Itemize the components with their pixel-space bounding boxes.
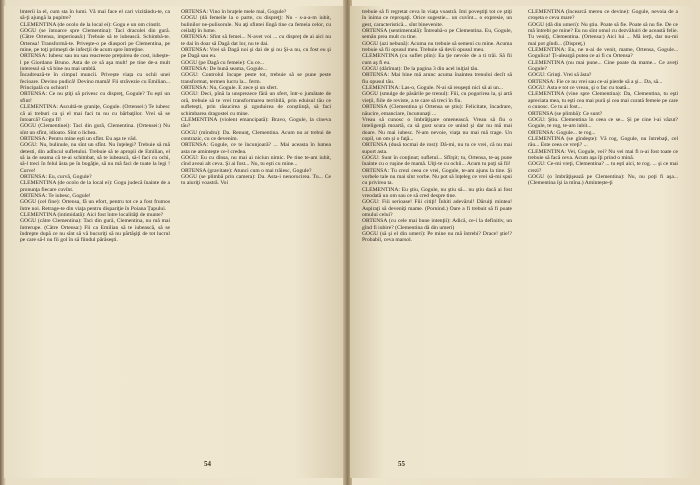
dialogue-line: CLEMENTINA (încearcă mereu ce devine): Gogule, nevoia de a croşeta e ceva mare?	[528, 9, 678, 22]
dialogue-line: GOGU: Fiii serioase! Fiii citiţi! Înhiti adevărul! Dăruiţi mintea! Aspiraţi să deveniţi mame. (Pornind.) Oare a fi trebuit să fi poate omului celui?	[362, 199, 512, 218]
dialogue-line: CLEMENTINA: Eu, ne n-ai de venit, mame, Ortensa, Gogule... Gogulica! Ți-aleargă putea ce ai fi cu Ortensa?	[528, 47, 678, 60]
dialogue-line: CLEMENTINA (nu mai pune... Cine poate da mame... Ce aveţi Gogule?	[528, 59, 678, 73]
dialogue-line: GOGU (o îmbrăţişează pe Clementina): Nu, nu poţi fi aşa... (Clementina îşi ia mîna.) Amintește-ţi	[528, 173, 678, 187]
dialogue-line: ORTENSA: Iubesc sau nu sau reacreeze preţuirea de cost, iubeşte-l pe Giordano Bruno. Asta de ce să aşa mult! pe tine de-a mult interesul să vă bine nu mai umblă.	[20, 53, 170, 73]
dialogue-line: ORTENSA: Vrei să Dagă noi şi dai de şi nu Şi-a nu, cu fost eu şi pe Dagă sau eu.	[181, 47, 331, 60]
dialogue-line: CLEMENTINA (cu suflet plin): Ea ţie nevoie de a ti trăi. Să fii cum aş fi eu.	[362, 53, 512, 66]
dialogue-line: GOGU (să şi el din umeri): Pe mine nu mă întrebi? Drace! ştie!? Probabil, ceva marsol.	[362, 231, 512, 244]
dialogue-line: ORTENSA: Nu, Gogule. E zece şi un sfert.	[181, 85, 278, 92]
dialogue-line: ORTENSA: Ce nu ştiţi să privesc cu dispreţ, Gogule? Tu eşti un sfint!	[20, 91, 170, 104]
dialogue-line: CLEMENTINA (de ocolo de la local ei): Gogu e un om cinstit.	[20, 21, 162, 28]
dialogue-line: ORTENSA (dusă tocmai de rost): Dă-mi, nu tu ce vrei, că nu mai suport asta.	[362, 142, 512, 155]
dialogue-line: GOGU (pe Dagă cu femeie): Cu ce...	[181, 59, 265, 66]
dialogue-line: GOGU (către Clementina): Taci din gură, Clementina, nu mă mai întrerupe. (Către Ortensa:) Fii ca Emilian să te iubească, să se îndrepte după ce nu sînt să vă bucuriţi să nu părtăşiţi de tot lucrul pe care să-l nu fii gol în să fiindul părăseşti.	[20, 218, 170, 244]
dialogue-line: CLEMENTINA (de ocolo de la local ei): Gogu judecă înainte de a pronunţa fiecare cuvînt.	[20, 180, 170, 193]
dialogue-line: ORTENSA: Vino în braţele mele mai, Gogule?	[181, 9, 287, 15]
dialogue-line: GOGU (dă din umeri): Nu ştiu. Poate să fie. Poate să nu fie. De ce mă întrebi pe mine? Eu nu sînt omul cu dezvăluiri de această felie. Tu veniţi, Clementina. (Ortensa:) Aici lui ... Mă ierţi, dar nu-mi mai pot gîndi... (Dispreţ.)	[528, 21, 678, 47]
dialogue-line: CLEMENTINA (violent emancipată): Bravo, Gogule, la cineva tău?	[181, 116, 331, 130]
right-page	[350, 6, 696, 478]
dialogue-line: ORTENSA: Gogule, ce te încunjoară? ... Mai aceasta în lumea asta ne aminteşte ce-l credea.	[181, 142, 331, 155]
dialogue-line: ORTENSA: Tu crezi ceea ce vrei, Gogule, te-am ajuns la tine. Şi vorbele tale nu mai sînt vorbe. Nu pot să înţeleg ce vrei să-mi spui cu privirea ta.	[362, 167, 512, 187]
dialogue-line: GOGU (dărîmat): De la pagina 3 din acel iniţial tău.	[362, 66, 479, 73]
dialogue-line: CLEMENTINA (intimidată): Aici fost între localităţi de munte?	[20, 212, 164, 218]
dialogue-line: ORTENSA: Pentru mine eşti un sfînt. Eu aşa te văd.	[20, 135, 137, 142]
page-number-right: 55	[398, 460, 405, 468]
dialogue-line: GOGU (azi nebună): Acuma nu trebuie să semeni cu mine. Acuma trebuie să fii opusul meu. Trebuie să devii opusul meu.	[362, 40, 512, 54]
dialogue-line: Vreau să cunosc o îmbrăţişare omenească. Vreau să fiu o inteligenţă moartă, ca să gust scura ce unind şi dar nu mă mai doare. Nu mai iubesc. N-am nevoie, viaţa nu mai mă trage. Un copil, un om şi o faţă...	[362, 116, 512, 142]
dialogue-line: Încadrează-te în cimpul muncii. Privește viața cu ochii unei fecioare. Devino pudică! Devino mamă! Fii străvezie cu Emilian... Principală cu ochiori!	[20, 72, 170, 92]
dialogue-line: GOGU: Ştiu. Clementina în ceea ce se... Și pe cine l-ai văzut? Gogule, te rog, te-am iubit...	[528, 116, 678, 130]
dialogue-line: GOGU (dă femeile la o parte, cu dispreţ): Nu - s-a-a-m iubit, bulinilor ne-pulisorule. Nu aţi sfintei lîngă tine ca femeia celor, cu ceilalţi în lume.	[181, 15, 331, 35]
dialogue-line: GOGU (smulge de păsările pe trenul): Fiii, cu pogorirea la, şi artă vieţii, fiile de reviste, a te care să treci în fiu.	[362, 91, 512, 104]
right-page-column-2	[528, 9, 678, 187]
dialogue-line: CLEMENTINA: Eu ştiu, Gogule, nu ştiu să... nu ştiu dacă ai fost vreodată un om sau ce să cred despre tine.	[362, 186, 512, 199]
dialogue-line: CLEMENTINA (se gîndeşte): Vă rog, Gogule, nu întrebaţi, cel rău... Este ceea ce vreţi? ...	[528, 135, 678, 149]
dialogue-line: ORTENSA: Gogule... te rog...	[528, 129, 596, 136]
dialogue-line: CLEMENTINA: Las-o, Gogule. N-ai să reuşeşti nici să ai un...	[362, 85, 504, 92]
dialogue-line: GOGU: Ce-mi vreţi, Clementina? ... tu eşti aici, te rog. ... şi ce mai crezi?	[528, 161, 678, 174]
dialogue-line: GOGU: Deci, pînă la unsprezece fără un sfert, într-o jumătate de oră, trebuie să te vrei transformarea terribilă, prin eduisul tău ce sufleteşti, prin răsucirea şi zguduirea de conștiință, să faci schimbarea dragostei cu mine.	[181, 91, 331, 117]
dialogue-line: GOGU (Clementinei): Taci din gură, Clementina. (Ortensei:) Nu sînt un sfînt, idioato. Sînt o lichea.	[20, 123, 170, 136]
dialogue-line: GOGU: Asta e tot ce vreau, şi o fac cu toată...	[528, 85, 631, 92]
dialogue-line: ORTENSA: Mai bine mă arunc acuma înaintea trenului decît să fiu opusul tău.	[362, 72, 512, 85]
dialogue-line: ORTENSA (se plimbă): Ce sunt?	[528, 110, 603, 117]
dialogue-line: GOGU: Nu, bulinule, nu sînt un sfînt. Nu înţelegi? Trebuie să mă detesti, din adîncul sufletului. Trebuie să te apropii de Emilian, el să ia de seama că te-ai schimbat, să te iubească, să-l faci cu ochi, să-l treci în felul ăsta pe în bogăţie, să nu mă faci de toate la legi ! Curve!	[20, 142, 170, 174]
dialogue-line: GOGU (cel fine): Ortensa, fă un efort, pentru tot ce a fost frumos între noi. Retrage-te din viaţa pentru dispariţie în Poiana Țapului.	[20, 199, 170, 212]
dialogue-line: CLEMENTINA: Ascultă-te graniţe, Gogule. (Ortensei:) Te iubesc că ai treburi ca şi el mai faci tu nu cu bărbaţilor. Vrei să se întoarcă? Gogu fi!	[20, 104, 170, 123]
left-page	[4, 6, 345, 478]
right-page-column-1	[362, 9, 512, 244]
dialogue-line: CLEMENTINA (vine spre Clementina): Da, Clementina, tu eşti apreciata mea, tu eşti cea mai pură şi cea mai curată femeie pe care o cunosc. Ce tu ai fost...	[528, 91, 679, 111]
dialogue-line: GOGU (se întoarce spre Clementina): Taci draculei din gură. (Către Ortensa, imperioasă:) Trebuie să te iubească. Schimbă-te. Ortensa! Transformă-te. Priveşte-o pe diaspori pe Clementina, pe mine, pe toţi primeşti de infecţii de acum spre întreţine.	[20, 28, 170, 54]
dialogue-line: ORTENSA: Eu, curvă, Gogule?	[20, 173, 92, 180]
dialogue-line: lmterii la el, cum sta în lumi. Vă mai face el cari vizitându-te, ca să-ţi ajungă la pupitre?	[20, 9, 170, 22]
dialogue-line: ORTENSA (gravitate): Atunci cum o mai trăiesc, Gogule?	[181, 167, 312, 174]
dialogue-line: GOGU: Grinţi. Vrei să ăsta?	[528, 72, 592, 79]
left-page-column-2	[181, 9, 331, 187]
page-number-left: 54	[204, 460, 211, 468]
dialogue-line: GOGU (mîndru): Da. Renunţ, Clementina. Acum nu ar trebui de contrazic, cu ce devenim.	[181, 129, 331, 142]
dialogue-line: ORTENSA: De bună seama, Gogule...	[181, 66, 268, 73]
dialogue-line: ORTENSA (Clementina şi Ortensa se ştiu): Felicitate, încadrare, năucire, emanciare, încununaţi ...	[362, 104, 512, 117]
dialogue-line: ORTENSA: Fie ce nu vrei sau ce-ai pierde să a şi... Da, să...	[528, 78, 663, 85]
dialogue-line: ORTENSA: Te iubesc, Gogule!	[20, 192, 91, 199]
dialogue-line: GOGU: Controlul încape peste tot, trebuie să se pune peste transformat, termen lucru la... ferm.	[181, 72, 331, 85]
dialogue-line: ORTENSA: Sfint să femei... N-avet voi ... cu dispreţ de ai aici nu te dai în doar să Dagă dat lor, nu te dai.	[181, 34, 331, 47]
dialogue-line: GOGU: Sunt în conţinut; sufletul... Sfîrşit; tu, Ortensa, te-aş pune înainte cu o ruşine de mamă. Uiţi-te cu ochii... Acum tu poţi să fii!	[362, 154, 512, 168]
dialogue-line: ORTENSA (cu cele mai bune intenţii): Adică, ce-i la definitiv, un gînd fi iubire? (Clementina dă din umeri)	[362, 218, 512, 231]
dialogue-line: ORTENSA (sentimentală): Întreabă-o pe Clementina. Eu, Gogule, semăn prea mult cu tine.	[362, 28, 512, 41]
left-page-column-1	[20, 9, 170, 244]
dialogue-line: GOGU (se plimbă prin camera): Da. Asta-i nenorocirea. Tu... Ce tu aiuriţi voastră. Voi	[181, 173, 331, 187]
dialogue-line: trebuie să fi regretat ceva în viaţa voastră. Imi poveştiţi tot ce ştiţi în inima ce reproşaţi. Orice sugestie... un cuvînt... o expresie, un gest, caracteristică... sînt binevenite.	[362, 9, 512, 28]
dialogue-line: GOGU: Eu cu dînsa, nu mai ai niciun nimic. Pe tine te-am iubit, cînd aveai alt ceva. Şi ai fost... Nu, tu eşti cu mine...	[181, 154, 331, 168]
dialogue-line: CLEMENTINA: Vei, Gogule, vei? Nu vei mai fi n-ai fost toate ce trebuie să facă ceva. Acum aşa îţi prind o mină.	[528, 148, 678, 161]
